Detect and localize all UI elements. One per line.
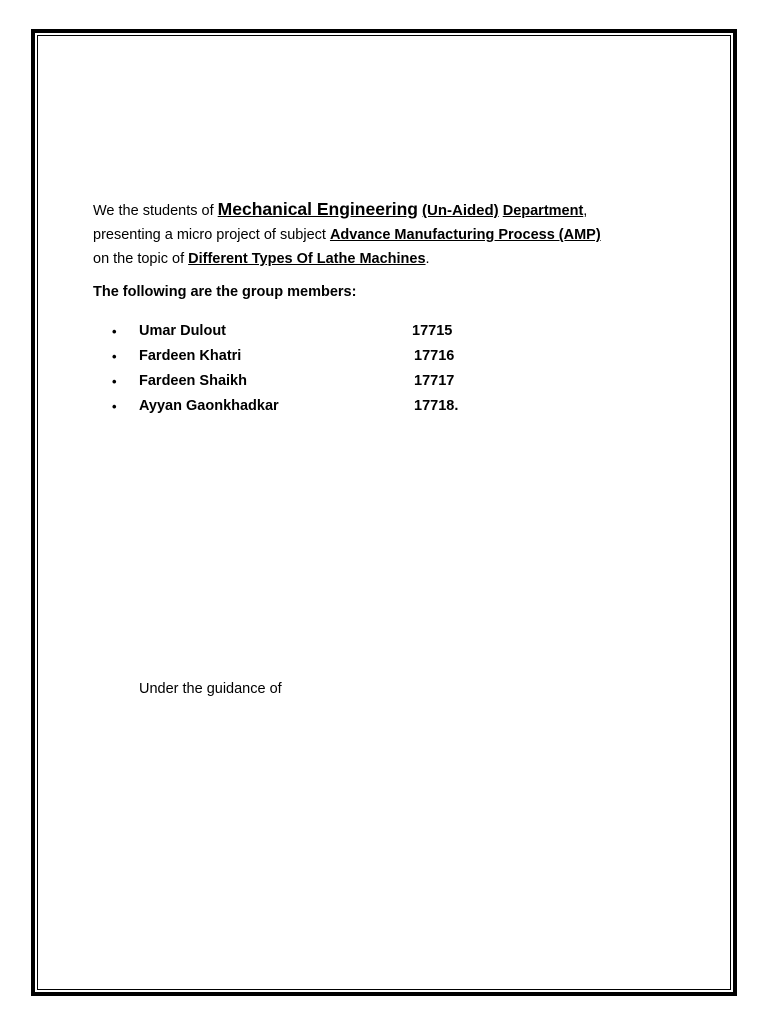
intro-line-1 [93, 197, 683, 223]
department-word: Department [502, 203, 584, 219]
department-name: Mechanical Engineering [217, 199, 418, 219]
intro-line-2 [93, 223, 683, 247]
department-unaided: (Un-Aided) [422, 202, 499, 219]
intro-paragraph [93, 197, 683, 271]
bullet-icon: • [112, 349, 117, 364]
member-name: Fardeen Shaikh [139, 373, 247, 389]
department-comma: , [583, 203, 588, 219]
member-roll-number: 17717 [414, 373, 455, 389]
page-border-inner [37, 35, 731, 990]
intro-line-3 [93, 247, 683, 271]
topic-name: Different Types Of Lathe Machines [188, 251, 426, 267]
member-roll-number: 17716 [414, 348, 455, 364]
member-name: Umar Dulout [139, 323, 226, 339]
intro-text-3: on the topic of [93, 251, 189, 267]
bullet-icon: • [112, 374, 117, 389]
bullet-icon: • [112, 399, 117, 414]
intro-text-2: presenting a micro project of subject [93, 227, 330, 243]
member-roll-number: 17718. [414, 398, 459, 414]
guidance-text: Under the guidance of [139, 681, 282, 697]
intro-text-1: We the students of [93, 203, 218, 219]
topic-period: . [425, 251, 430, 267]
members-heading: The following are the group members: [93, 284, 357, 300]
member-name: Ayyan Gaonkhadkar [139, 398, 279, 414]
subject-name: Advance Manufacturing Process (AMP) [329, 227, 601, 243]
member-roll-number: 17715 [412, 323, 453, 339]
member-name: Fardeen Khatri [139, 348, 242, 364]
bullet-icon: • [112, 324, 117, 339]
